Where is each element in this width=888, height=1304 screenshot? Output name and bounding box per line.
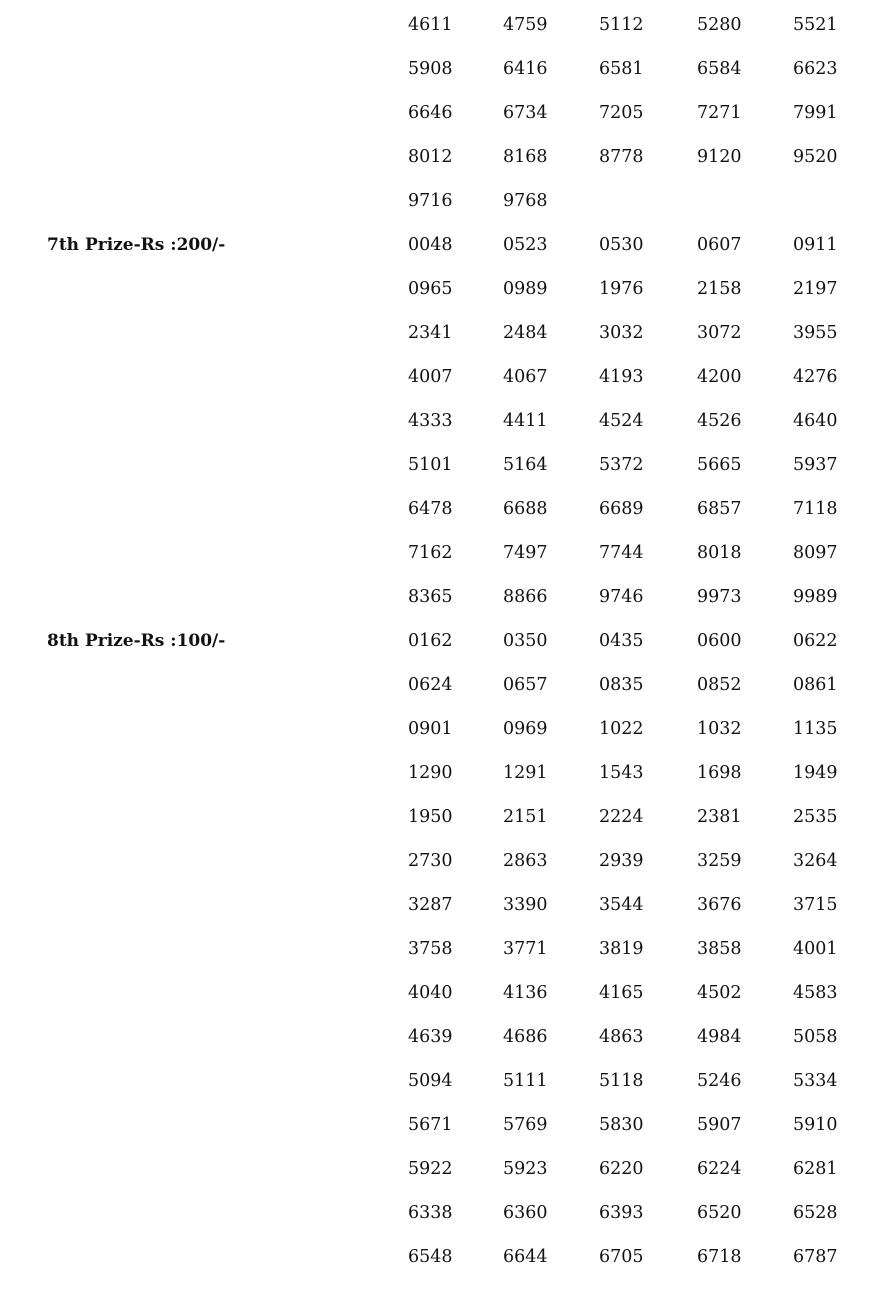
winning-number: 4863 <box>599 1027 644 1047</box>
result-row <box>0 223 888 267</box>
winning-number: 6338 <box>408 1203 453 1223</box>
winning-number: 0600 <box>697 631 742 651</box>
winning-number: 1291 <box>503 763 548 783</box>
winning-number: 4984 <box>697 1027 742 1047</box>
winning-number: 0852 <box>697 675 742 695</box>
winning-number: 6360 <box>503 1203 548 1223</box>
winning-number: 5907 <box>697 1115 742 1135</box>
winning-number: 6584 <box>697 59 742 79</box>
result-row <box>0 1015 888 1059</box>
winning-number: 5111 <box>503 1071 548 1091</box>
result-row <box>0 663 888 707</box>
result-row <box>0 575 888 619</box>
winning-number: 3819 <box>599 939 644 959</box>
prize-label: 8th Prize-Rs :100/- <box>47 631 226 651</box>
winning-number: 4040 <box>408 983 453 1003</box>
result-row <box>0 1147 888 1191</box>
winning-number: 3287 <box>408 895 453 915</box>
winning-number: 7205 <box>599 103 644 123</box>
winning-number: 8866 <box>503 587 548 607</box>
winning-number: 5923 <box>503 1159 548 1179</box>
winning-number: 4165 <box>599 983 644 1003</box>
winning-number: 5769 <box>503 1115 548 1135</box>
winning-number: 6688 <box>503 499 548 519</box>
result-row <box>0 531 888 575</box>
winning-number: 4502 <box>697 983 742 1003</box>
result-row <box>0 399 888 443</box>
prize-label: 7th Prize-Rs :200/- <box>47 235 226 255</box>
result-row <box>0 751 888 795</box>
winning-number: 8012 <box>408 147 453 167</box>
winning-number: 2197 <box>793 279 838 299</box>
winning-number: 4276 <box>793 367 838 387</box>
winning-number: 4333 <box>408 411 453 431</box>
result-row <box>0 355 888 399</box>
winning-number: 8168 <box>503 147 548 167</box>
winning-number: 3858 <box>697 939 742 959</box>
winning-number: 8778 <box>599 147 644 167</box>
result-row <box>0 1103 888 1147</box>
winning-number: 0965 <box>408 279 453 299</box>
winning-number: 3771 <box>503 939 548 959</box>
winning-number: 6857 <box>697 499 742 519</box>
result-row <box>0 1059 888 1103</box>
winning-number: 0622 <box>793 631 838 651</box>
winning-number: 5246 <box>697 1071 742 1091</box>
winning-number: 5094 <box>408 1071 453 1091</box>
winning-number: 5908 <box>408 59 453 79</box>
winning-number: 7162 <box>408 543 453 563</box>
winning-number: 9768 <box>503 191 548 211</box>
winning-number: 9746 <box>599 587 644 607</box>
winning-number: 6689 <box>599 499 644 519</box>
winning-number: 1950 <box>408 807 453 827</box>
winning-number: 9973 <box>697 587 742 607</box>
winning-number: 4001 <box>793 939 838 959</box>
winning-number: 0989 <box>503 279 548 299</box>
winning-number: 4583 <box>793 983 838 1003</box>
winning-number: 3758 <box>408 939 453 959</box>
winning-number: 6581 <box>599 59 644 79</box>
winning-number: 0523 <box>503 235 548 255</box>
winning-number: 4639 <box>408 1027 453 1047</box>
winning-number: 5937 <box>793 455 838 475</box>
result-row <box>0 47 888 91</box>
winning-number: 0048 <box>408 235 453 255</box>
winning-number: 6220 <box>599 1159 644 1179</box>
winning-number: 3032 <box>599 323 644 343</box>
result-row <box>0 795 888 839</box>
winning-number: 6416 <box>503 59 548 79</box>
winning-number: 6623 <box>793 59 838 79</box>
result-row <box>0 927 888 971</box>
winning-number: 4611 <box>408 15 453 35</box>
winning-number: 4526 <box>697 411 742 431</box>
winning-number: 5058 <box>793 1027 838 1047</box>
winning-number: 3259 <box>697 851 742 871</box>
winning-number: 5521 <box>793 15 838 35</box>
winning-number: 9120 <box>697 147 742 167</box>
winning-number: 6224 <box>697 1159 742 1179</box>
result-row <box>0 267 888 311</box>
winning-number: 1949 <box>793 763 838 783</box>
winning-number: 4136 <box>503 983 548 1003</box>
winning-number: 2158 <box>697 279 742 299</box>
winning-number: 7118 <box>793 499 838 519</box>
result-row <box>0 487 888 531</box>
winning-number: 3544 <box>599 895 644 915</box>
winning-number: 3955 <box>793 323 838 343</box>
result-row <box>0 135 888 179</box>
winning-number: 7991 <box>793 103 838 123</box>
winning-number: 9716 <box>408 191 453 211</box>
result-row <box>0 619 888 663</box>
winning-number: 6705 <box>599 1247 644 1267</box>
result-row <box>0 311 888 355</box>
winning-number: 0624 <box>408 675 453 695</box>
winning-number: 3072 <box>697 323 742 343</box>
result-row <box>0 1235 888 1279</box>
winning-number: 0607 <box>697 235 742 255</box>
winning-number: 6718 <box>697 1247 742 1267</box>
winning-number: 0861 <box>793 675 838 695</box>
winning-number: 0162 <box>408 631 453 651</box>
winning-number: 1543 <box>599 763 644 783</box>
winning-number: 2484 <box>503 323 548 343</box>
winning-number: 6281 <box>793 1159 838 1179</box>
winning-number: 0657 <box>503 675 548 695</box>
winning-number: 0969 <box>503 719 548 739</box>
winning-number: 7271 <box>697 103 742 123</box>
winning-number: 1135 <box>793 719 838 739</box>
winning-number: 6548 <box>408 1247 453 1267</box>
winning-number: 2341 <box>408 323 453 343</box>
winning-number: 6787 <box>793 1247 838 1267</box>
winning-number: 1976 <box>599 279 644 299</box>
winning-number: 4200 <box>697 367 742 387</box>
winning-number: 2939 <box>599 851 644 871</box>
result-row <box>0 707 888 751</box>
winning-number: 9989 <box>793 587 838 607</box>
winning-number: 1290 <box>408 763 453 783</box>
winning-number: 2151 <box>503 807 548 827</box>
winning-number: 5112 <box>599 15 644 35</box>
result-row <box>0 443 888 487</box>
winning-number: 6520 <box>697 1203 742 1223</box>
result-row <box>0 3 888 47</box>
winning-number: 5334 <box>793 1071 838 1091</box>
winning-number: 4193 <box>599 367 644 387</box>
winning-number: 2535 <box>793 807 838 827</box>
winning-number: 1032 <box>697 719 742 739</box>
winning-number: 6528 <box>793 1203 838 1223</box>
winning-number: 3264 <box>793 851 838 871</box>
winning-number: 2730 <box>408 851 453 871</box>
winning-number: 6644 <box>503 1247 548 1267</box>
winning-number: 2224 <box>599 807 644 827</box>
winning-number: 5164 <box>503 455 548 475</box>
winning-number: 0530 <box>599 235 644 255</box>
winning-number: 0350 <box>503 631 548 651</box>
winning-number: 4686 <box>503 1027 548 1047</box>
winning-number: 5922 <box>408 1159 453 1179</box>
result-row <box>0 179 888 223</box>
winning-number: 7744 <box>599 543 644 563</box>
winning-number: 0835 <box>599 675 644 695</box>
winning-number: 4411 <box>503 411 548 431</box>
winning-number: 3390 <box>503 895 548 915</box>
winning-number: 4067 <box>503 367 548 387</box>
winning-number: 0435 <box>599 631 644 651</box>
winning-number: 5671 <box>408 1115 453 1135</box>
winning-number: 2381 <box>697 807 742 827</box>
winning-number: 4759 <box>503 15 548 35</box>
winning-number: 8097 <box>793 543 838 563</box>
winning-number: 5118 <box>599 1071 644 1091</box>
winning-number: 6478 <box>408 499 453 519</box>
result-row <box>0 91 888 135</box>
winning-number: 3676 <box>697 895 742 915</box>
winning-number: 4524 <box>599 411 644 431</box>
winning-number: 5665 <box>697 455 742 475</box>
winning-number: 9520 <box>793 147 838 167</box>
winning-number: 1022 <box>599 719 644 739</box>
result-row <box>0 971 888 1015</box>
winning-number: 5830 <box>599 1115 644 1135</box>
winning-number: 4007 <box>408 367 453 387</box>
winning-number: 5910 <box>793 1115 838 1135</box>
result-row <box>0 839 888 883</box>
winning-number: 2863 <box>503 851 548 871</box>
result-row <box>0 883 888 927</box>
winning-number: 6393 <box>599 1203 644 1223</box>
winning-number: 1698 <box>697 763 742 783</box>
result-row <box>0 1191 888 1235</box>
winning-number: 5280 <box>697 15 742 35</box>
winning-number: 7497 <box>503 543 548 563</box>
lottery-results-sheet <box>0 3 888 1279</box>
winning-number: 3715 <box>793 895 838 915</box>
winning-number: 5101 <box>408 455 453 475</box>
winning-number: 0901 <box>408 719 453 739</box>
winning-number: 6646 <box>408 103 453 123</box>
winning-number: 5372 <box>599 455 644 475</box>
winning-number: 8365 <box>408 587 453 607</box>
winning-number: 6734 <box>503 103 548 123</box>
winning-number: 4640 <box>793 411 838 431</box>
winning-number: 0911 <box>793 235 838 255</box>
winning-number: 8018 <box>697 543 742 563</box>
